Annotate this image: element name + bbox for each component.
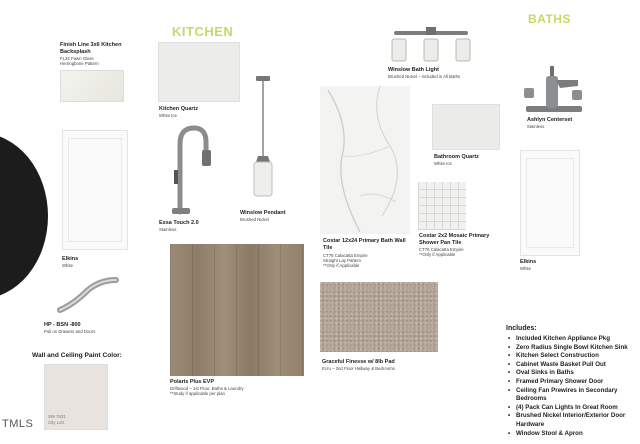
decorative-circle: [0, 133, 48, 299]
pendant-light-image: [248, 76, 278, 200]
kitchen-heading: KITCHEN: [172, 24, 234, 39]
bath-light-desc: Brushed Nickel – included in All Baths: [388, 74, 461, 79]
bath-cabinet-door: [520, 150, 580, 256]
carpet-desc: Ecru – 2nd Floor Hallway & Bedrooms: [322, 366, 395, 371]
kitchen-cabinet-title: Elkins: [62, 256, 79, 262]
bath-quartz-title: Bathroom Quartz: [434, 154, 479, 160]
pan-tile-title: Costar 2x2 Mosaic Primary Shower Pan Tile: [419, 233, 490, 246]
includes-title: Includes:: [506, 325, 537, 332]
includes-list: [508, 335, 640, 438]
carpet-title: Graceful Finesse w/ 8lb Pad: [322, 359, 395, 365]
wall-tile-color: CT76 Calacatta Empire: [323, 253, 368, 258]
pan-tile-note: **Only if Applicable: [419, 252, 456, 257]
bath-cabinet-title: Elkins: [520, 259, 537, 265]
paint-code: SW 7631: [48, 414, 66, 419]
pendant-finish: Brushed Nickel: [240, 217, 269, 222]
evp-floor-swatch: [170, 244, 304, 376]
kitchen-faucet-image: [166, 124, 216, 216]
hardware-desc: Pull on Drawers and Doors: [44, 329, 96, 334]
paint-name: City Loft: [48, 420, 64, 425]
wall-tile-title: Costar 12x24 Primary Bath Wall Tile: [323, 238, 406, 251]
marble-wall-tile-swatch: [320, 86, 410, 234]
kitchen-faucet-title: Essa Touch 2.0: [159, 220, 199, 226]
kitchen-cabinet-color: White: [62, 263, 73, 268]
backsplash-title: Finish Line 3x6 Kitchen Backsplash: [60, 42, 122, 55]
baths-heading: BATHS: [528, 12, 571, 26]
includes-item: • Oval Sinks in Baths: [508, 369, 640, 378]
includes-item: • Ceiling Fan Prewires in Secondary Bedrooms: [508, 387, 640, 404]
includes-item: • Window Stool & Apron: [508, 430, 640, 439]
hardware-title: HP - BSN -800: [44, 322, 81, 328]
evp-desc: Driftwood – 1st Floor, Baths & Laundry: [170, 386, 244, 391]
kitchen-quartz-color: White Ice: [159, 113, 177, 118]
watermark-logo: TMLS: [2, 418, 34, 430]
includes-item: • Brushed Nickel Interior/Exterior Door Hardware: [508, 412, 640, 429]
kitchen-quartz-title: Kitchen Quartz: [159, 106, 199, 112]
bath-quartz-color: White Ice: [434, 161, 452, 166]
cabinet-pull-image: [54, 274, 126, 316]
mosaic-pan-tile-swatch: [418, 182, 466, 230]
bath-faucet-image: [520, 64, 588, 116]
bath-faucet-finish: Stainless: [527, 124, 545, 129]
includes-item: • (4) Pack Can Lights In Great Room: [508, 404, 640, 413]
kitchen-quartz-swatch: [158, 42, 240, 102]
evp-note: **Study if applicable per plan: [170, 391, 225, 396]
backsplash-pattern: Herringbone Pattern: [60, 61, 99, 66]
backsplash-swatch: [60, 70, 124, 102]
paint-heading: Wall and Ceiling Paint Color:: [32, 352, 122, 359]
bath-cabinet-color: White: [520, 266, 531, 271]
includes-item: • Kitchen Select Construction: [508, 352, 640, 361]
includes-item: • Framed Primary Shower Door: [508, 378, 640, 387]
bath-faucet-title: Ashlyn Centerset: [527, 117, 573, 123]
includes-item: • Zero Radius Single Bowl Kitchen Sink: [508, 344, 640, 353]
evp-title: Polaris Plus EVP: [170, 379, 215, 385]
backsplash-color: FL32 Fawn Gloss: [60, 56, 94, 61]
bath-light-title: Winslow Bath Light: [388, 67, 439, 73]
pan-tile-color: CT76 Calacatta Empire: [419, 247, 464, 252]
includes-item: • Cabinet Waste Basket Pull Out: [508, 361, 640, 370]
includes-item: • Included Kitchen Appliance Pkg: [508, 335, 640, 344]
wall-tile-pattern: Straight Lay Pattern: [323, 258, 361, 263]
wall-tile-note: **Only if Applicable: [323, 263, 360, 268]
carpet-swatch: [320, 282, 438, 352]
bath-quartz-swatch: [432, 104, 500, 150]
pendant-title: Winslow Pendant: [240, 210, 286, 216]
bath-light-image: [388, 27, 474, 65]
kitchen-faucet-finish: Stainless: [159, 227, 177, 232]
kitchen-cabinet-door: [62, 130, 128, 250]
